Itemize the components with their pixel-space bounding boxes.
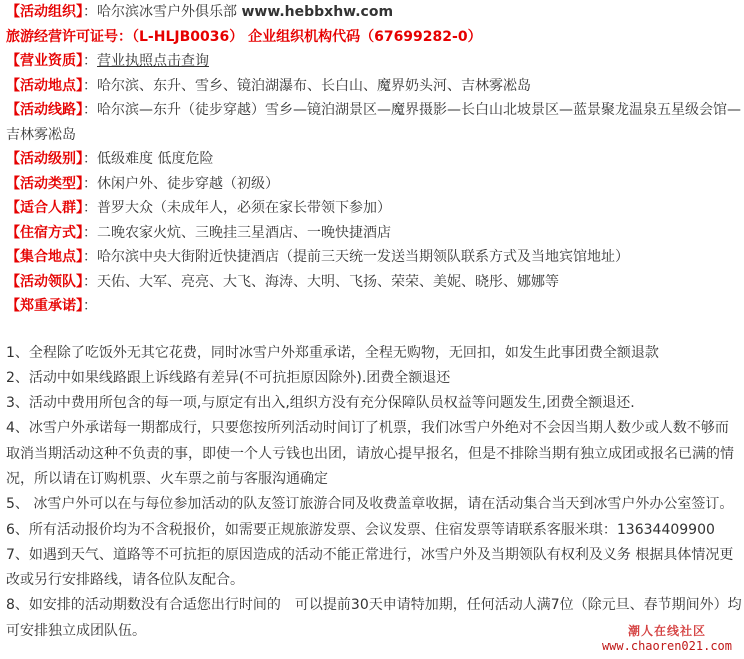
license-query-link[interactable]: 营业执照点击查询	[97, 53, 209, 69]
lodging-label: 【住宿方式】	[6, 224, 83, 241]
type-sep: ：	[83, 175, 97, 192]
route-label: 【活动线路】	[6, 102, 83, 118]
promise-item: 6、所有活动报价均为不含税报价，如需要正规旅游发票、会议发票、住宿发票等请联系客服米琪：13634409900	[6, 521, 715, 538]
meeting-sep: ：	[83, 249, 97, 265]
level-label: 【活动级别】	[6, 151, 83, 167]
watermark-title: 潮人在线社区	[627, 624, 706, 638]
leaders-label: 【活动领队】	[6, 273, 83, 290]
location-sep: ：	[83, 77, 97, 94]
type-value: 休闲户外、徒步穿越（初级）	[97, 175, 279, 192]
organizer-row	[6, 0, 742, 25]
route-sep: ：	[83, 102, 97, 118]
organizer-value: 哈尔滨冰雪户外俱乐部	[97, 4, 242, 20]
route-value: 哈尔滨—东升（徒步穿越）雪乡—镜泊湖景区—魔界摄影—长白山北坡景区—蓝景聚龙温泉五星级会馆—吉林雾凇岛	[6, 102, 741, 143]
qualification-sep: ：	[83, 53, 97, 69]
level-sep: ：	[83, 151, 97, 167]
watermark-url: www.chaoren021.com	[601, 639, 732, 653]
meeting-row	[6, 245, 742, 270]
type-label: 【活动类型】	[6, 175, 83, 192]
type-row	[6, 172, 742, 197]
crowd-value: 普罗大众（未成年人，必须在家长带领下参加）	[97, 200, 391, 216]
leaders-value: 天佑、大军、亮亮、大飞、海涛、大明、飞扬、荣荣、美妮、晓彤、娜娜等	[97, 273, 559, 290]
level-value: 低级难度 低度危险	[97, 151, 214, 167]
leaders-sep: ：	[83, 273, 97, 290]
crowd-sep: ：	[83, 200, 97, 216]
location-label: 【活动地点】	[6, 77, 83, 94]
level-row	[6, 147, 742, 172]
organizer-website: www.hebbxhw.com	[241, 4, 394, 20]
promise-label: 【郑重承诺】	[6, 298, 83, 314]
promise-item: 1、全程除了吃饭外无其它花费，同时冰雪户外郑重承诺，全程无购物，无回扣，如发生此事团费全额退款	[6, 344, 659, 361]
promise-item: 4、冰雪户外承诺每一期都成行，只要您按所列活动时间订了机票，我们冰雪户外绝对不会因当期人数少或人数不够而取消当期活动这种不负责的事，即使一个人亏钱也出团，请放心提早报名，但是不排除当期有独立成团或报名已满的情况，所以请在订购机票、火车票之前与客服沟通确定	[6, 420, 734, 487]
crowd-row	[6, 196, 742, 221]
promise-item: 2、活动中如果线路跟上诉线路有差异(不可抗拒原因除外).团费全额退还	[6, 369, 451, 386]
lodging-sep: ：	[83, 224, 97, 241]
crowd-label: 【适合人群】	[6, 200, 83, 216]
article-body	[6, 0, 742, 644]
promise-item: 3、活动中费用所包含的每一项,与原定有出入,组织方没有充分保障队员权益等问题发生,团费全额退还.	[6, 395, 635, 412]
promise-row	[6, 294, 742, 319]
leaders-row	[6, 270, 742, 295]
watermark	[602, 622, 732, 653]
lodging-row	[6, 221, 742, 246]
promise-item: 7、如遇到天气、道路等不可抗拒的原因造成的活动不能正常进行，冰雪户外及当期领队有权利及义务 根据具体情况更改或另行安排路线，请各位队友配合。	[6, 546, 734, 589]
organizer-label: 【活动组织】	[6, 4, 83, 20]
promise-item: 8、如安排的活动期数没有合适您出行时间的 可以提前30天申请特加期，任何活动人满7位（除元旦、春节期间外）均可安排独立成团队伍。	[6, 597, 742, 639]
location-row	[6, 74, 742, 99]
organizer-sep: ：	[83, 4, 97, 20]
license-text: 旅游经营许可证号：（L-HLJB0036） 企业组织机构代码（67699282-0）	[6, 28, 482, 45]
lodging-value: 二晚农家火炕、三晚挂三星酒店、一晚快捷酒店	[97, 224, 391, 241]
meeting-label: 【集合地点】	[6, 249, 83, 265]
promise-item: 5、 冰雪户外可以在与每位参加活动的队友签订旅游合同及收费盖章收据，请在活动集合当天到冰雪户外办公室签订。	[6, 496, 734, 513]
promise-sep: ：	[83, 298, 97, 314]
license-row	[6, 25, 742, 50]
qualification-label: 【营业资质】	[6, 53, 83, 69]
location-value: 哈尔滨、东升、雪乡、镜泊湖瀑布、长白山、魔界奶头河、吉林雾凇岛	[97, 77, 531, 94]
section-gap	[6, 319, 742, 341]
meeting-value: 哈尔滨中央大街附近快捷酒店（提前三天统一发送当期领队联系方式及当地宾馆地址）	[97, 249, 629, 265]
qualification-row	[6, 49, 742, 74]
route-row	[6, 98, 742, 147]
